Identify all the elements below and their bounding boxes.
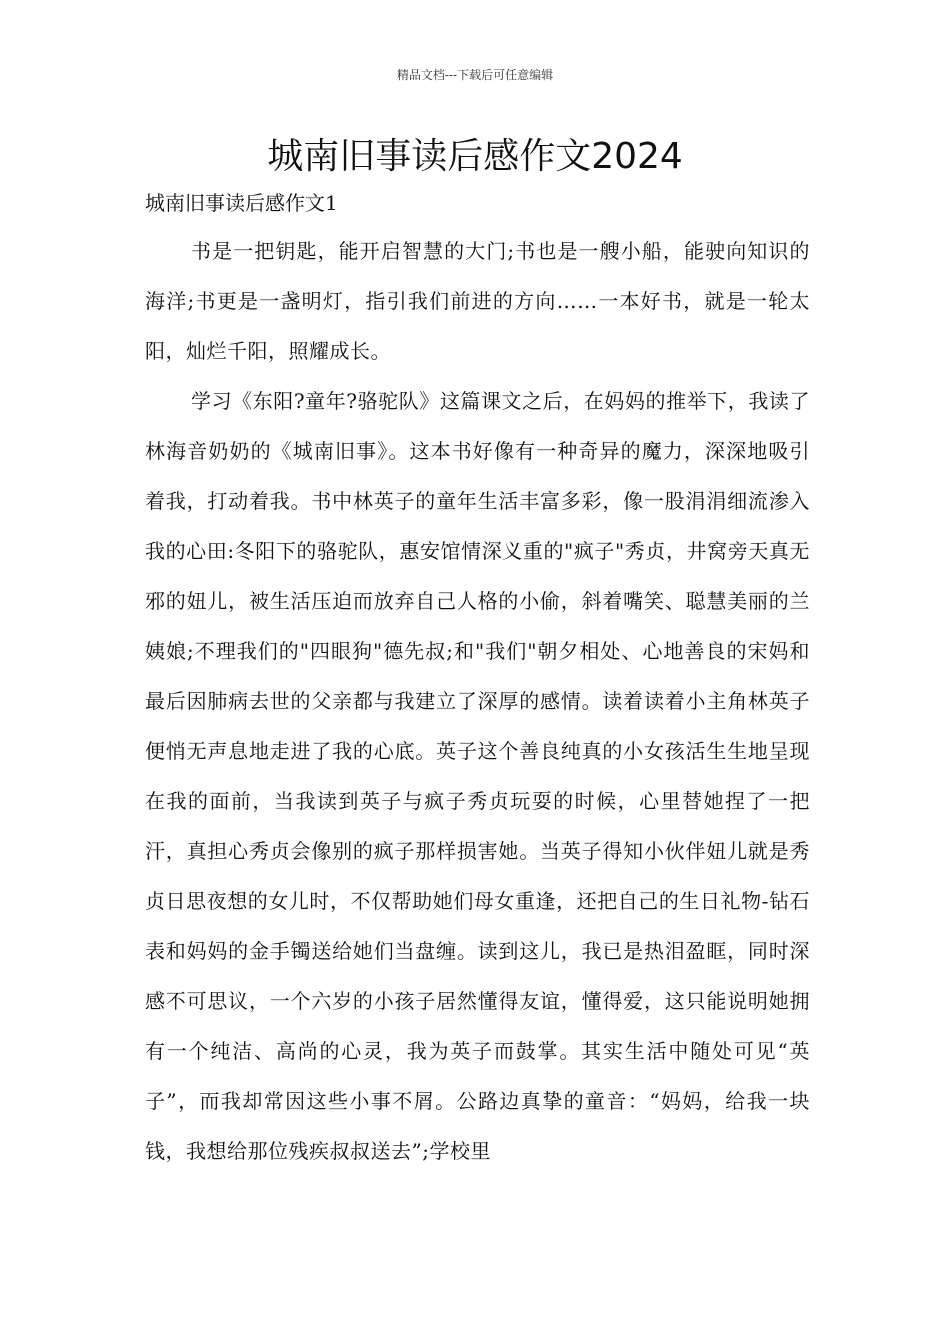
section-heading: 城南旧事读后感作文1 [145,191,338,215]
document-title: 城南旧事读后感作文2024 [267,136,683,177]
document-body [145,226,810,1176]
header-note: 精品文档---下载后可任意编辑 [396,68,554,82]
paragraph: 书是一把钥匙，能开启智慧的大门;书也是一艘小船，能驶向知识的海洋;书更是一盏明灯，指引我们前进的方向……一本好书，就是一轮太阳，灿烂千阳，照耀成长。 [145,239,810,363]
paragraph: 学习《东阳?童年?骆驼队》这篇课文之后，在妈妈的推举下，我读了林海音奶奶的《城南旧事》。这本书好像有一种奇异的魔力，深深地吸引着我，打动着我。书中林英子的童年生活丰富多彩，像一股涓涓细流渗入我的心田:冬阳下的骆驼队，惠安馆情深义重的"疯子"秀贞，井窝旁天真无邪的妞儿，被生活压迫而放弃自己人格的小偷，斜着嘴笑、聪慧美丽的兰姨娘;不理我们的"四眼狗"德先叔;和"我们"朝夕相处、心地善良的宋妈和最后因肺病去世的父亲都与我建立了深厚的感情。读着读着小主角林英子便悄无声息地走进了我的心底。英子这个善良纯真的小女孩活生生地呈现在我的面前，当我读到英子与疯子秀贞玩耍的时候，心里替她捏了一把汗，真担心秀贞会像别的疯子那样损害她。当英子得知小伙伴妞儿就是秀贞日思夜想的女儿时，不仅帮助她们母女重逢，还把自己的生日礼物-钻石表和妈妈的金手镯送给她们当盘缠。读到这儿，我已是热泪盈眶，同时深感不可思议，一个六岁的小孩子居然懂得友谊，懂得爱，这只能说明她拥有一个纯洁、高尚的心灵，我为英子而鼓掌。其实生活中随处可见“英子”，而我却常因这些小事不屑。公路边真挚的童音：“妈妈，给我一块钱，我想给那位残疾叔叔送去”;学校里 [145,389,810,1163]
